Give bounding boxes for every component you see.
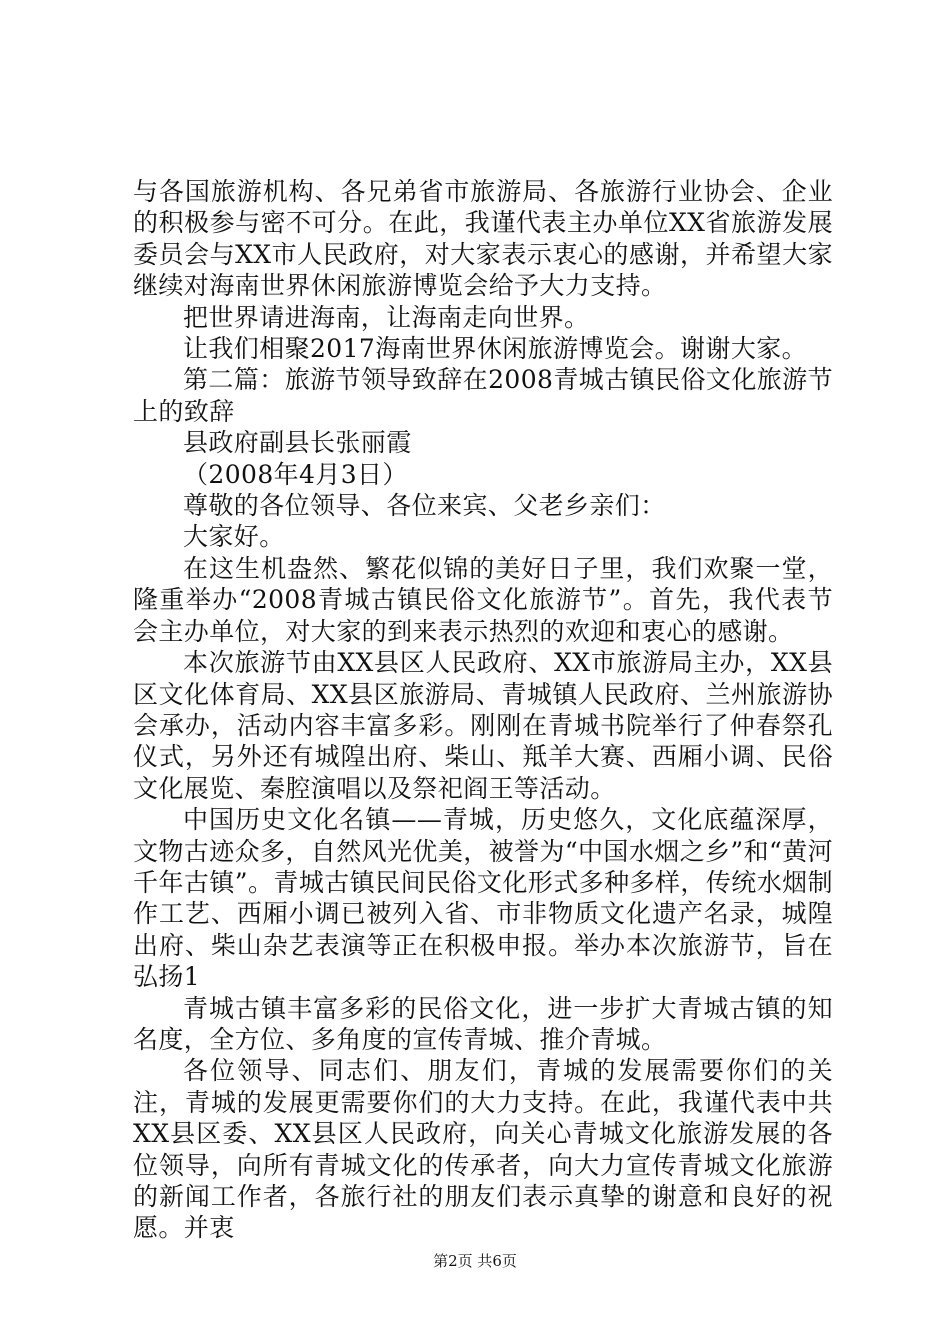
paragraph-12: 青城古镇丰富多彩的民俗文化，进一步扩大青城古镇的知名度，全方位、多角度的宣传青城、推介青城。 bbox=[133, 993, 833, 1054]
greeting: 大家好。 bbox=[183, 522, 285, 552]
salutation: 尊敬的各位领导、各位来宾、父老乡亲们： bbox=[183, 491, 666, 521]
paragraph-11: 中国历史文化名镇——青城，历史悠久，文化底蕴深厚，文物古迹众多，自然风光优美，被誉为“中国水烟之乡”和“黄河千年古镇”。青城古镇民间民俗文化形式多种多样，传统水烟制作工艺、西厢小调已被列入省、市非物质文化遗产名录，城隍出府、柴山杂艺表演等正在积极申报。举办本次旅游节，旨在弘扬1 bbox=[133, 805, 833, 992]
date-line: （2008年4月3日） bbox=[183, 459, 408, 489]
document-body bbox=[133, 176, 833, 1244]
speaker-line: 县政府副县长张丽霞 bbox=[183, 428, 412, 458]
page-number-footer: 第2页 共6页 bbox=[433, 1252, 517, 1270]
paragraph-9: 在这生机盎然、繁花似锦的美好日子里，我们欢聚一堂，隆重举办“2008青城古镇民俗文化旅游节”。首先，我代表节会主办单位，对大家的到来表示热烈的欢迎和衷心的感谢。 bbox=[133, 553, 833, 646]
section-heading: 第二篇：旅游节领导致辞在2008青城古镇民俗文化旅游节上的致辞 bbox=[133, 365, 833, 426]
paragraph-3: 让我们相聚2017海南世界休闲旅游博览会。谢谢大家。 bbox=[183, 334, 808, 364]
paragraph-2: 把世界请进海南，让海南走向世界。 bbox=[183, 302, 590, 332]
paragraph-10: 本次旅游节由XX县区人民政府、XX市旅游局主办，XX县区文化体育局、XX县区旅游局、青城镇人民政府、兰州旅游协会承办，活动内容丰富多彩。刚刚在青城书院举行了仲春祭孔仪式，另外还有城隍出府、柴山、羝羊大赛、西厢小调、民俗文化展览、秦腔演唱以及祭祀阎王等活动。 bbox=[133, 648, 833, 803]
paragraph-1: 与各国旅游机构、各兄弟省市旅游局、各旅游行业协会、企业的积极参与密不可分。在此，我谨代表主办单位XX省旅游发展委员会与XX市人民政府，对大家表示衷心的感谢，并希望大家继续对海南世界休闲旅游博览会给予大力支持。 bbox=[133, 177, 833, 301]
paragraph-13: 各位领导、同志们、朋友们，青城的发展需要你们的关注，青城的发展更需要你们的大力支持。在此，我谨代表中共XX县区委、XX县区人民政府，向关心青城文化旅游发展的各位领导，向所有青城文化的传承者，向大力宣传青城文化旅游的新闻工作者，各旅行社的朋友们表示真挚的谢意和良好的祝愿。并衷 bbox=[133, 1056, 833, 1243]
